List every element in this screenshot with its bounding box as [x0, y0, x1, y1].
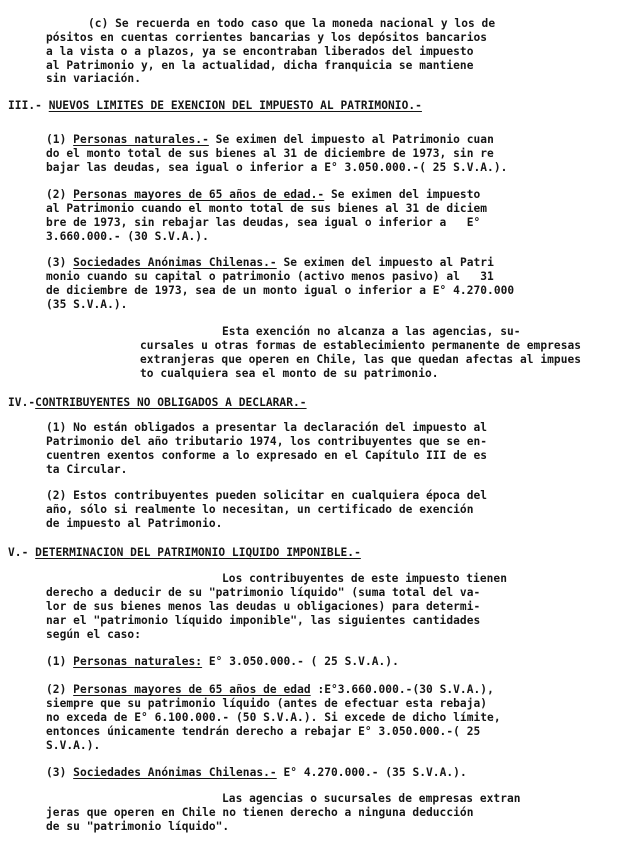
- text-line: al Patrimonio y, en la actualidad, dicha franquicia se mantiene: [46, 59, 474, 72]
- text-line: de su "patrimonio líquido".: [46, 820, 230, 833]
- section-number: V.-: [8, 546, 29, 559]
- text-line: Esta exención no alcanza a las agencias, su-: [222, 325, 521, 338]
- item-text: Se eximen del impuesto: [324, 188, 481, 201]
- text-line: no exceda de E° 6.100.000.- (50 S.V.A.). Si excede de dicho límite,: [46, 711, 501, 724]
- text-line: año, sólo si realmente lo necesitan, un certificado de exención: [46, 503, 474, 516]
- text-line: Los contribuyentes de este impuesto tienen: [222, 572, 507, 585]
- item-heading: Personas naturales.-: [73, 133, 209, 146]
- text-line: do el monto total de sus bienes al 31 de diciembre de 1973, sin re: [46, 147, 494, 160]
- text-line: pósitos en cuentas corrientes bancarias y los depósitos bancarios: [46, 31, 488, 44]
- text-line: cursales u otras formas de establecimiento permanente de empresas: [140, 339, 582, 352]
- item-label: (2): [46, 683, 67, 696]
- text-line: S.V.A.).: [46, 739, 101, 752]
- text-line: al Patrimonio cuando el monto total de sus bienes al 31 de diciem: [46, 202, 488, 215]
- section-title: DETERMINACION DEL PATRIMONIO LIQUIDO IMPONIBLE.-: [35, 546, 361, 559]
- item-label: (3): [46, 766, 67, 779]
- text-line: extranjeras que operen en Chile, las que quedan afectas al impues: [140, 353, 582, 366]
- text-line: derecho a deducir de su "patrimonio líquido" (suma total del va-: [46, 586, 481, 599]
- list-item-first-line: [46, 256, 494, 270]
- text-line: to cualquiera sea el monto de su patrimonio.: [140, 367, 439, 380]
- item-label: (1): [46, 655, 67, 668]
- text-line: a la vista o a plazos, ya se encontraban liberados del impuesto: [46, 45, 474, 58]
- item-heading: Sociedades Anónimas Chilenas.-: [73, 766, 277, 779]
- list-item-first-line: [46, 655, 399, 669]
- text-line: de impuesto al Patrimonio.: [46, 517, 223, 530]
- item-text: E° 3.050.000.- ( 25 S.V.A.).: [202, 655, 399, 668]
- item-text: :E°3.660.000.-(30 S.V.A.),: [310, 683, 494, 696]
- list-item-first-line: [46, 188, 480, 202]
- text-line: monio cuando su capital o patrimonio (activo menos pasivo) al 31: [46, 270, 494, 283]
- item-heading: Personas mayores de 65 años de edad: [73, 683, 311, 696]
- text-line: Las agencias o sucursales de empresas extran: [222, 792, 521, 805]
- text-line: (1) No están obligados a presentar la declaración del impuesto al: [46, 421, 488, 434]
- text-line: ta Circular.: [46, 463, 128, 476]
- text-line: bre de 1973, sin rebajar las deudas, sea igual o inferior a E°: [46, 216, 481, 229]
- item-heading: Personas naturales:: [73, 655, 203, 668]
- section-heading: [8, 396, 307, 410]
- section-title: NUEVOS LIMITES DE EXENCION DEL IMPUESTO AL PATRIMONIO.-: [48, 99, 422, 112]
- item-label: (3): [46, 256, 67, 269]
- text-line: jeras que operen en Chile no tienen derecho a ninguna deducción: [46, 806, 474, 819]
- section-number: III.-: [8, 99, 42, 112]
- text-line: de diciembre de 1973, sea de un monto igual o inferior a E° 4.270.000: [46, 284, 515, 297]
- text-line: entonces únicamente tendrán derecho a rebajar E° 3.050.000.-( 25: [46, 725, 481, 738]
- text-line: nar el "patrimonio líquido imponible", las siguientes cantidades: [46, 614, 481, 627]
- item-text: E° 4.270.000.- (35 S.V.A.).: [276, 766, 467, 779]
- list-item-first-line: [46, 133, 494, 147]
- text-line: lor de sus bienes menos las deudas u obligaciones) para determi-: [46, 600, 481, 613]
- list-item-first-line: [46, 766, 467, 780]
- text-line: bajar las deudas, sea igual o inferior a E° 3.050.000.-( 25 S.V.A.).: [46, 161, 508, 174]
- text-line: (2) Estos contribuyentes pueden solicitar en cualquiera época del: [46, 489, 488, 502]
- text-line: siempre que su patrimonio líquido (antes de efectuar esta rebaja): [46, 697, 488, 710]
- item-label: (1): [46, 133, 67, 146]
- text-line: cuentren exentos conforme a lo expresado en el Capítulo III de es: [46, 449, 488, 462]
- text-line: sin variación.: [46, 72, 141, 85]
- text-line: (c) Se recuerda en todo caso que la moneda nacional y los de: [88, 17, 496, 30]
- text-line: (35 S.V.A.).: [46, 298, 128, 311]
- text-line: Patrimonio del año tributario 1974, los contribuyentes que se en-: [46, 435, 488, 448]
- section-number: IV.-: [8, 396, 36, 409]
- item-text: Se eximen del impuesto al Patri: [276, 256, 494, 269]
- item-heading: Personas mayores de 65 años de edad.-: [73, 188, 325, 201]
- text-line: según el caso:: [46, 628, 141, 641]
- item-label: (2): [46, 188, 67, 201]
- section-title: CONTRIBUYENTES NO OBLIGADOS A DECLARAR.-: [35, 396, 307, 409]
- section-heading: [8, 99, 422, 113]
- text-line: 3.660.000.- (30 S.V.A.).: [46, 230, 209, 243]
- section-heading: [8, 546, 361, 560]
- item-heading: Sociedades Anónimas Chilenas.-: [73, 256, 277, 269]
- list-item-first-line: [46, 683, 494, 697]
- item-text: Se eximen del impuesto al Patrimonio cuan: [208, 133, 494, 146]
